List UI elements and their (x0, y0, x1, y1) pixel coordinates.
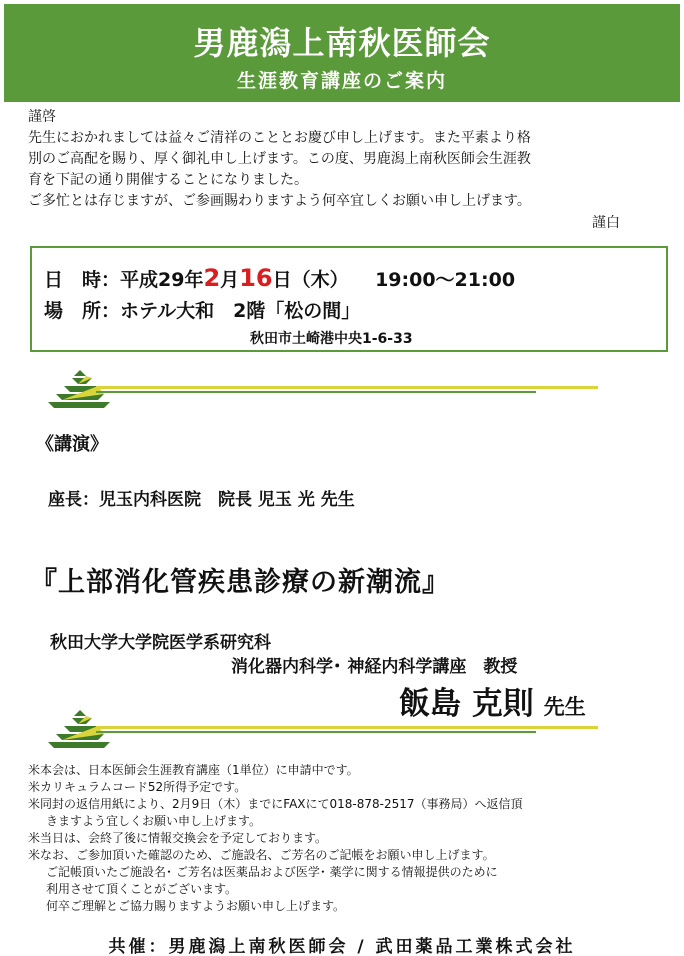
date-month-unit: 月 (220, 269, 240, 291)
date-weekday: 日（木） (272, 269, 349, 291)
note-item: 米同封の返信用紙により、2月9日（木）までにFAXにて018-878-2517（事務局）へ返信頂 (28, 797, 523, 811)
note-item: 何卒ご理解とご協力賜りますようお願い申し上げます。 (46, 899, 346, 913)
event-time: 19:00～21:00 (375, 269, 516, 291)
speaker-name: 飯島 克則 (399, 686, 534, 722)
event-venue: ホテル大和 2階「松の間」 (120, 300, 361, 322)
leaf-ornament-icon (36, 368, 602, 414)
notes-list (28, 762, 668, 915)
note-item: 米本会は、日本医師会生涯教育講座（1単位）に申請中です。 (28, 763, 359, 777)
greeting-opening: 謹啓 (28, 109, 56, 125)
lecture-title: 『上部消化管疾患診療の新潮流』 (30, 567, 450, 598)
event-info-box (30, 246, 668, 352)
note-item: きますよう宜しくお願い申し上げます。 (46, 814, 262, 828)
cohost-line: 共催：男鹿潟上南秋医師会 / 武田薬品工業株式会社 (108, 937, 576, 956)
place-label: 場 所： (44, 300, 121, 322)
page-title: 男鹿潟上南秋医師会 (193, 24, 491, 62)
speaker-department: 消化器内科学･ 神経内科学講座 教授 (231, 657, 518, 677)
event-place-row (44, 296, 360, 323)
header-banner (4, 4, 680, 102)
note-item: 米当日は、会終了後に情報交換会を予定しております。 (28, 831, 328, 845)
chairperson: 座長：児玉内科医院 院長 児玉 光 先生 (48, 490, 355, 510)
note-item: ご記帳頂いたご施設名･ ご芳名は医薬品および医学･ 薬学に関する情報提供のために (46, 865, 498, 879)
speaker-affiliation: 秋田大学大学院医学系研究科 (50, 633, 271, 653)
date-month: 2 (203, 264, 221, 292)
greeting-line: ご多忙とは存じますが、ご参画賜わりますよう何卒宜しくお願い申し上げます。 (28, 193, 531, 209)
note-item: 米なお、ご参加頂いた確認のため、ご施設名、ご芳名のご記帳をお願い申し上げます。 (28, 848, 495, 862)
page-subtitle: 生涯教育講座のご案内 (236, 70, 447, 92)
greeting-line: 先生におかれましては益々ご清祥のこととお慶び申し上げます。また平素より格 (28, 130, 531, 146)
event-address: 秋田市土崎港中央1-6-33 (250, 331, 413, 347)
greeting-text (28, 107, 668, 212)
date-day: 16 (239, 264, 273, 292)
greeting-closing: 謹白 (592, 215, 620, 231)
event-date-row (44, 264, 515, 292)
greeting-line: 育を下記の通り開催することになりました。 (28, 172, 308, 188)
note-item: 米カリキュラムコード52所得予定です。 (28, 780, 247, 794)
speaker-honorific: 先生 (543, 695, 586, 719)
date-label: 日 時： (44, 269, 121, 291)
lecture-section-title: 《講演》 (36, 434, 108, 455)
leaf-ornament-icon (36, 708, 602, 754)
note-item: 利用させて頂くことがございます。 (46, 882, 238, 896)
date-era-year: 平成29年 (120, 269, 204, 291)
greeting-line: 別のご高配を賜り、厚く御礼申し上げます。この度、男鹿潟上南秋医師会生涯教 (28, 151, 531, 167)
